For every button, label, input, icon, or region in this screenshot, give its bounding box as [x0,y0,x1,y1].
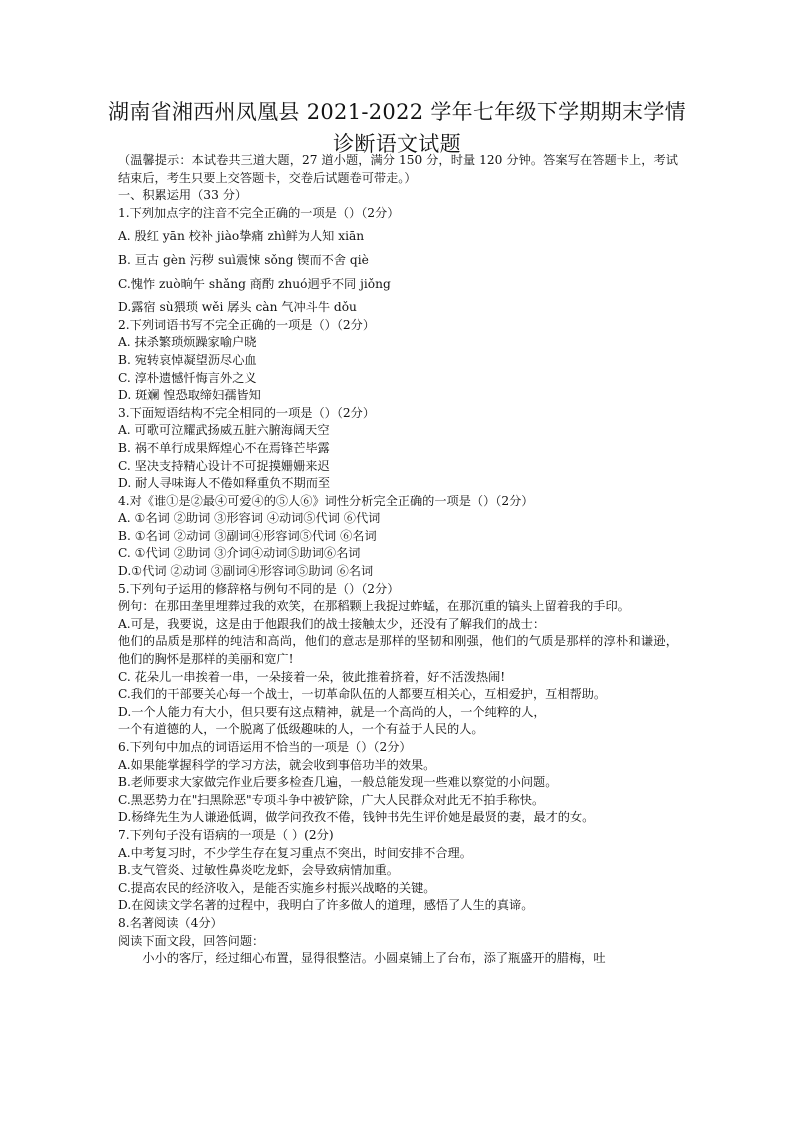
question-3-option-d: D. 耐人寻味诲人不倦如释重负不期而至 [118,476,331,491]
question-1-option-a: A. 殷红 yān 校补 jiào挚痛 zhì鲜为人知 xiān [118,229,365,244]
question-7-option-d: D.在阅读文学名著的过程中，我明白了许多做人的道理，感悟了人生的真谛。 [118,898,534,913]
question-5-option-d-line-2: 一个有道德的人，一个脱离了低级趣味的人，一个有益于人民的人。 [118,722,484,737]
question-1-option-b: B. 亘古 gèn 污秽 suì震悚 sǒng 锲而不舍 qiè [118,252,369,267]
question-3-option-c: C. 坚决支持精心设计不可捉摸姗姗来迟 [118,458,330,473]
question-5-stem: 5.下列句子运用的修辞格与例句不同的是（）（2分） [118,581,400,596]
question-5-option-c: C.我们的干部要关心每一个战士，一切革命队伍的人都要互相关心，互相爱护，互相帮助。 [118,687,607,702]
question-5-option-b: C. 花朵儿一串挨着一串，一朵接着一朵，彼此推着挤着，好不活泼热闹! [118,669,506,684]
document-title-line-1: 湖南省湘西州凤凰县 2021-2022 学年七年级下学期期末学情 [108,100,686,124]
question-4-option-d: D.①代词 ②动词 ③副词④形容词⑤助词 ⑥名词 [118,564,374,579]
question-6-stem: 6.下列句中加点的词语运用不恰当的一项是（）（2分） [118,740,412,754]
question-5-option-a-line-1: A.可是，我要说，这是由于他跟我们的战士接触太少，还没有了解我们的战士： [118,616,546,631]
question-2-option-d: D. 斑斓 惶恐取缔妇孺皆知 [118,388,261,403]
question-6-option-b: B.老师要求大家做完作业后要多检查几遍，一般总能发现一些难以察觉的小问题。 [118,775,558,790]
question-2-option-a: A. 抹杀繁琐烦躁家喻户晓 [118,335,257,350]
question-4-option-a: A. ①名词 ②助词 ③形容词 ④动词⑤代词 ⑥代词 [118,511,381,526]
question-1-option-d: D.露宿 sù猥琐 wěi 孱头 càn 气冲斗牛 dǒu [118,300,357,315]
question-3-stem: 3.下面短语结构不完全相同的一项是（）（2分） [118,405,376,420]
question-2-option-c: C. 淳朴遗憾忏悔言外之义 [118,370,257,385]
question-8-stem: 8.名著阅读（4分） [118,915,223,930]
document-body [118,152,678,968]
question-2-option-b: B. 宛转哀悼凝望沥尽心血 [118,352,257,367]
question-7-stem: 7.下列句子没有语病的一项是（ ）(2分) [118,827,334,842]
question-3-option-a: A. 可歌可泣耀武扬威五脏六腑海阔天空 [118,423,330,438]
question-8-passage: 小小的客厅，经过细心布置，显得很整洁。小圆桌铺上了台布，添了瓶盛开的腊梅，吐 [142,951,606,966]
exam-notice: （温馨提示：本试卷共三道大题，27 道小题，满分 150 分，时量 120 分钟。答案写在答题卡上，考试结束后，考生只要上交答题卡，交卷后试题卷可带走。） [118,153,678,185]
question-6-option-a: A.如果能掌握科学的学习方法，就会收到事倍功半的效果。 [118,757,436,772]
question-8-intro: 阅读下面文段，回答问题： [118,933,265,948]
question-6-option-c: C.黑恶势力在"扫黑除恶"专项斗争中被铲除，广大人民群众对此无不拍手称快。 [118,792,545,807]
question-1-option-c: C.愧怍 zuò晌午 shǎng 商酌 zhuó迥乎不同 jiǒng [118,276,391,291]
question-5-example: 例句：在那田垄里埋葬过我的欢笑，在那稻颗上我捉过蚱蜢，在那沉重的镐头上留着我的手印。 [118,599,630,614]
question-7-option-b: B.支气管炎、过敏性鼻炎吃龙虾，会导致病情加重。 [118,863,399,878]
question-4-option-c: C. ①代词 ②助词 ③介词④动词⑤助词⑥名词 [118,546,361,561]
question-1-stem: 1.下列加点字的注音不完全正确的一项是（）（2分） [118,205,400,220]
question-7-option-c: C.提高农民的经济收入，是能否实施乡村振兴战略的关键。 [118,880,436,895]
question-4-option-b: B. ①名词 ②动词 ③副词④形容词⑤代词 ⑥名词 [118,528,377,543]
question-5-option-d-line-1: D.一个人能力有大小，但只要有这点精神，就是一个高尚的人，一个纯粹的人， [118,704,546,719]
question-3-option-b: B. 祸不单行成果辉煌心不在焉锋芒毕露 [118,440,330,455]
document-title-line-2: 诊断语文试题 [333,132,461,156]
question-4-stem: 4.对《谁①是②最④可爱④的⑤人⑥》词性分析完全正确的一项是（）（2分） [118,493,534,508]
question-7-option-a: A.中考复习时，不少学生存在复习重点不突出，时间安排不合理。 [118,845,472,860]
question-6-option-d: D.杨绛先生为人谦逊低调，做学问孜孜不倦，钱钟书先生评价她是最贤的妻，最才的女。 [118,810,595,825]
section-heading: 一、积累运用（33 分） [118,188,248,203]
question-2-stem: 2.下列词语书写不完全正确的一项是（）（2分） [118,317,376,332]
question-5-option-a-line-2: 他们的品质是那样的纯洁和高尚，他们的意志是那样的坚韧和刚强，他们的气质是那样的淳朴和谦逊，他们的胸怀是那样的美丽和宽广! [118,634,678,667]
